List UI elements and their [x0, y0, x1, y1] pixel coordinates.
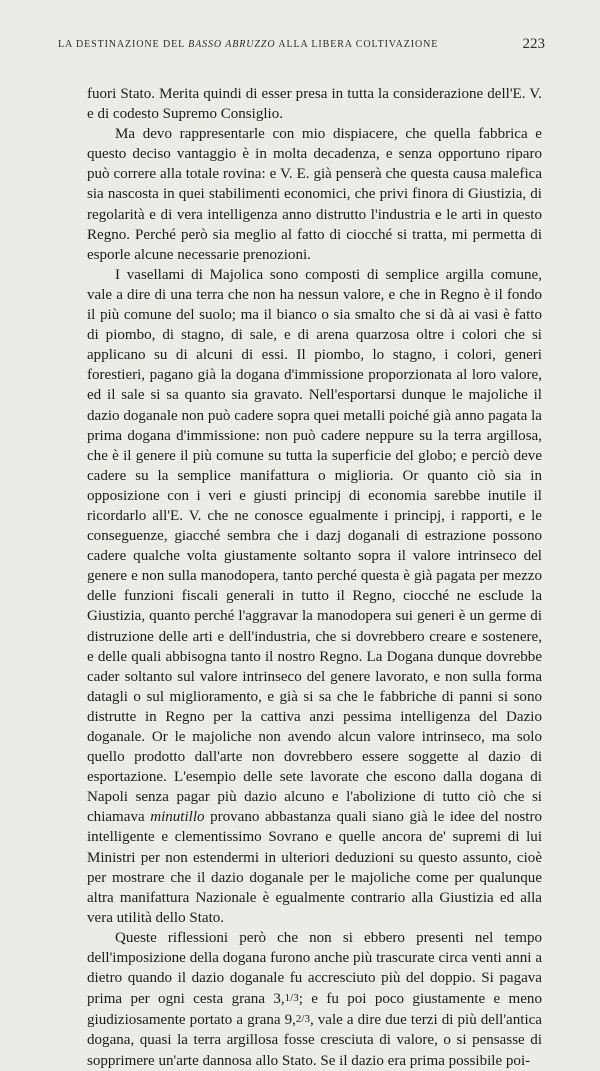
fraction: 2/3	[295, 1013, 310, 1026]
paragraph-text: ; e fu poi poco giustamente e meno giudiziosamente portato a grana 9,	[87, 991, 542, 1029]
body-text	[87, 84, 542, 1071]
running-title	[58, 39, 438, 50]
paragraph-text: Queste riflessioni però che non si ebbero presenti nel tempo dell'imposizione della dogana furono anche più trascurate circa venti anni a dietro quando il dazio doganale fu accresciuto più del doppio. Si pagava prima per ogni cesta grana 3,	[87, 929, 542, 1008]
fraction: 1/3	[284, 992, 299, 1005]
italic-term: minutillo	[150, 809, 205, 826]
paragraph-text: I vasellami di Majolica sono composti di semplice argilla comune, vale a dire di una terra che non ha nessun valore, e che in Regno è il fondo il più comune del suolo; ma il bianco o sia smalto che si dà ai vasi è fatto di piombo, di stagno, di sale, e di arena quarzosa oltre i colori che si applicano su di alcuni di essi. Il piombo, lo stagno, i colori, generi forestieri, pagano già la dogana d'immissione proporzionata al loro valore, ed il sale si sa quanto sia gravato. Nell'esportarsi dunque le majoliche il dazio doganale non può cadere sopra quei metalli poiché già anno pagata la prima dogana d'immissione: non può cadere neppure su la terra argillosa, che è il genere il più comune su tutta la superficie del globo; e perciò deve cadere su la semplice manifattura o miglioria. Or quanto ciò sia in opposizione con i veri e giusti principj di economia sarebbe inutile il ricordarlo all'E. V. che ne conosce egualmente i principj, i rapporti, e le conseguenze, giacché sembra che i dazj doganali di estrazione possono cadere qualche volta giustamente soltanto sopra il valore intrinseco del genere e non sulla manodopera, tanto perché questa è già pagata per mezzo delle funzioni fiscali generali in tutto il Regno, ciocché ne esclude la Giustizia, quanto perché l'aggravar la manodopera sui generi è un germe di distruzione delle arti e dell'industria, che si dovrebbero creare e sostenere, e delle quali abbisogna tanto il nostro Regno. La Dogana dunque dovrebbe cader soltanto sul valore intrinseco del genere lavorato, e non sulla forma datagli o sul miglioramento, e già si sa che le fabbriche di panni si sono distrutte in Regno per la cattiva anzi pessima intelligenza del Dazio doganale. Or le majoliche non avendo alcun valore intrinseco, ma solo quello prodotto dall'arte non dovrebbero essere soggette al dazio di esportazione. L'esempio delle sete lavorate che escono dalla dogana di Napoli senza pagar più dazio alcuno e l'abolizione di tutto ciò che si chiamava	[87, 266, 542, 826]
paragraph-text: fuori Stato. Merita quindi di esser presa in tutta la considerazione dell'E. V. e di codesto Supremo Consiglio.	[87, 86, 542, 123]
running-title-italic: BASSO ABRUZZO	[188, 39, 276, 50]
paragraph	[87, 928, 542, 1071]
paragraph-text: provano abbastanza quali siano già le idee del nostro intelligente e clementissimo Sovrano e quelle ancora de' supremi di lui Ministri per non estendermi in ulteriori deduzioni su questo assunto, cioè per mostrare che il dazio doganale per le majoliche come per qualunque altra manifattura Nazionale è egualmente contrario alla Giustizia ed alla vera utilità dello Stato.	[87, 809, 542, 926]
paragraph	[87, 124, 542, 265]
page-number: 223	[522, 36, 545, 52]
running-title-text-end: ALLA LIBERA COLTIVAZIONE	[275, 39, 439, 50]
running-title-text: LA DESTINAZIONE DEL	[58, 39, 189, 50]
paragraph	[87, 265, 542, 928]
paragraph-text: , vale a dire due terzi di più dell'antica dogana, quasi la terra argillosa fosse cresciuta di valore, o si pensasse di sopprimere un'arte dannosa allo Stato. Se il dazio era prima possibile poi-	[87, 1012, 542, 1069]
running-header	[58, 36, 545, 56]
paragraph	[87, 84, 542, 124]
paragraph-text: Ma devo rappresentarle con mio dispiacere, che quella fabbrica e questo deciso vantaggio è in molta decadenza, e senza opportuno riparo può correre alla totale rovina: e V. E. già penserà che questa causa malefica sia nascosta in quei stabilimenti economici, che privi finora di Giustizia, di regolarità e di vera intelligenza anno distrutto l'industria e le arti in questo Regno. Perché però sia meglio al fatto di ciocché si tratta, mi permetta di esporle alcune necessarie prenozioni.	[87, 126, 542, 263]
